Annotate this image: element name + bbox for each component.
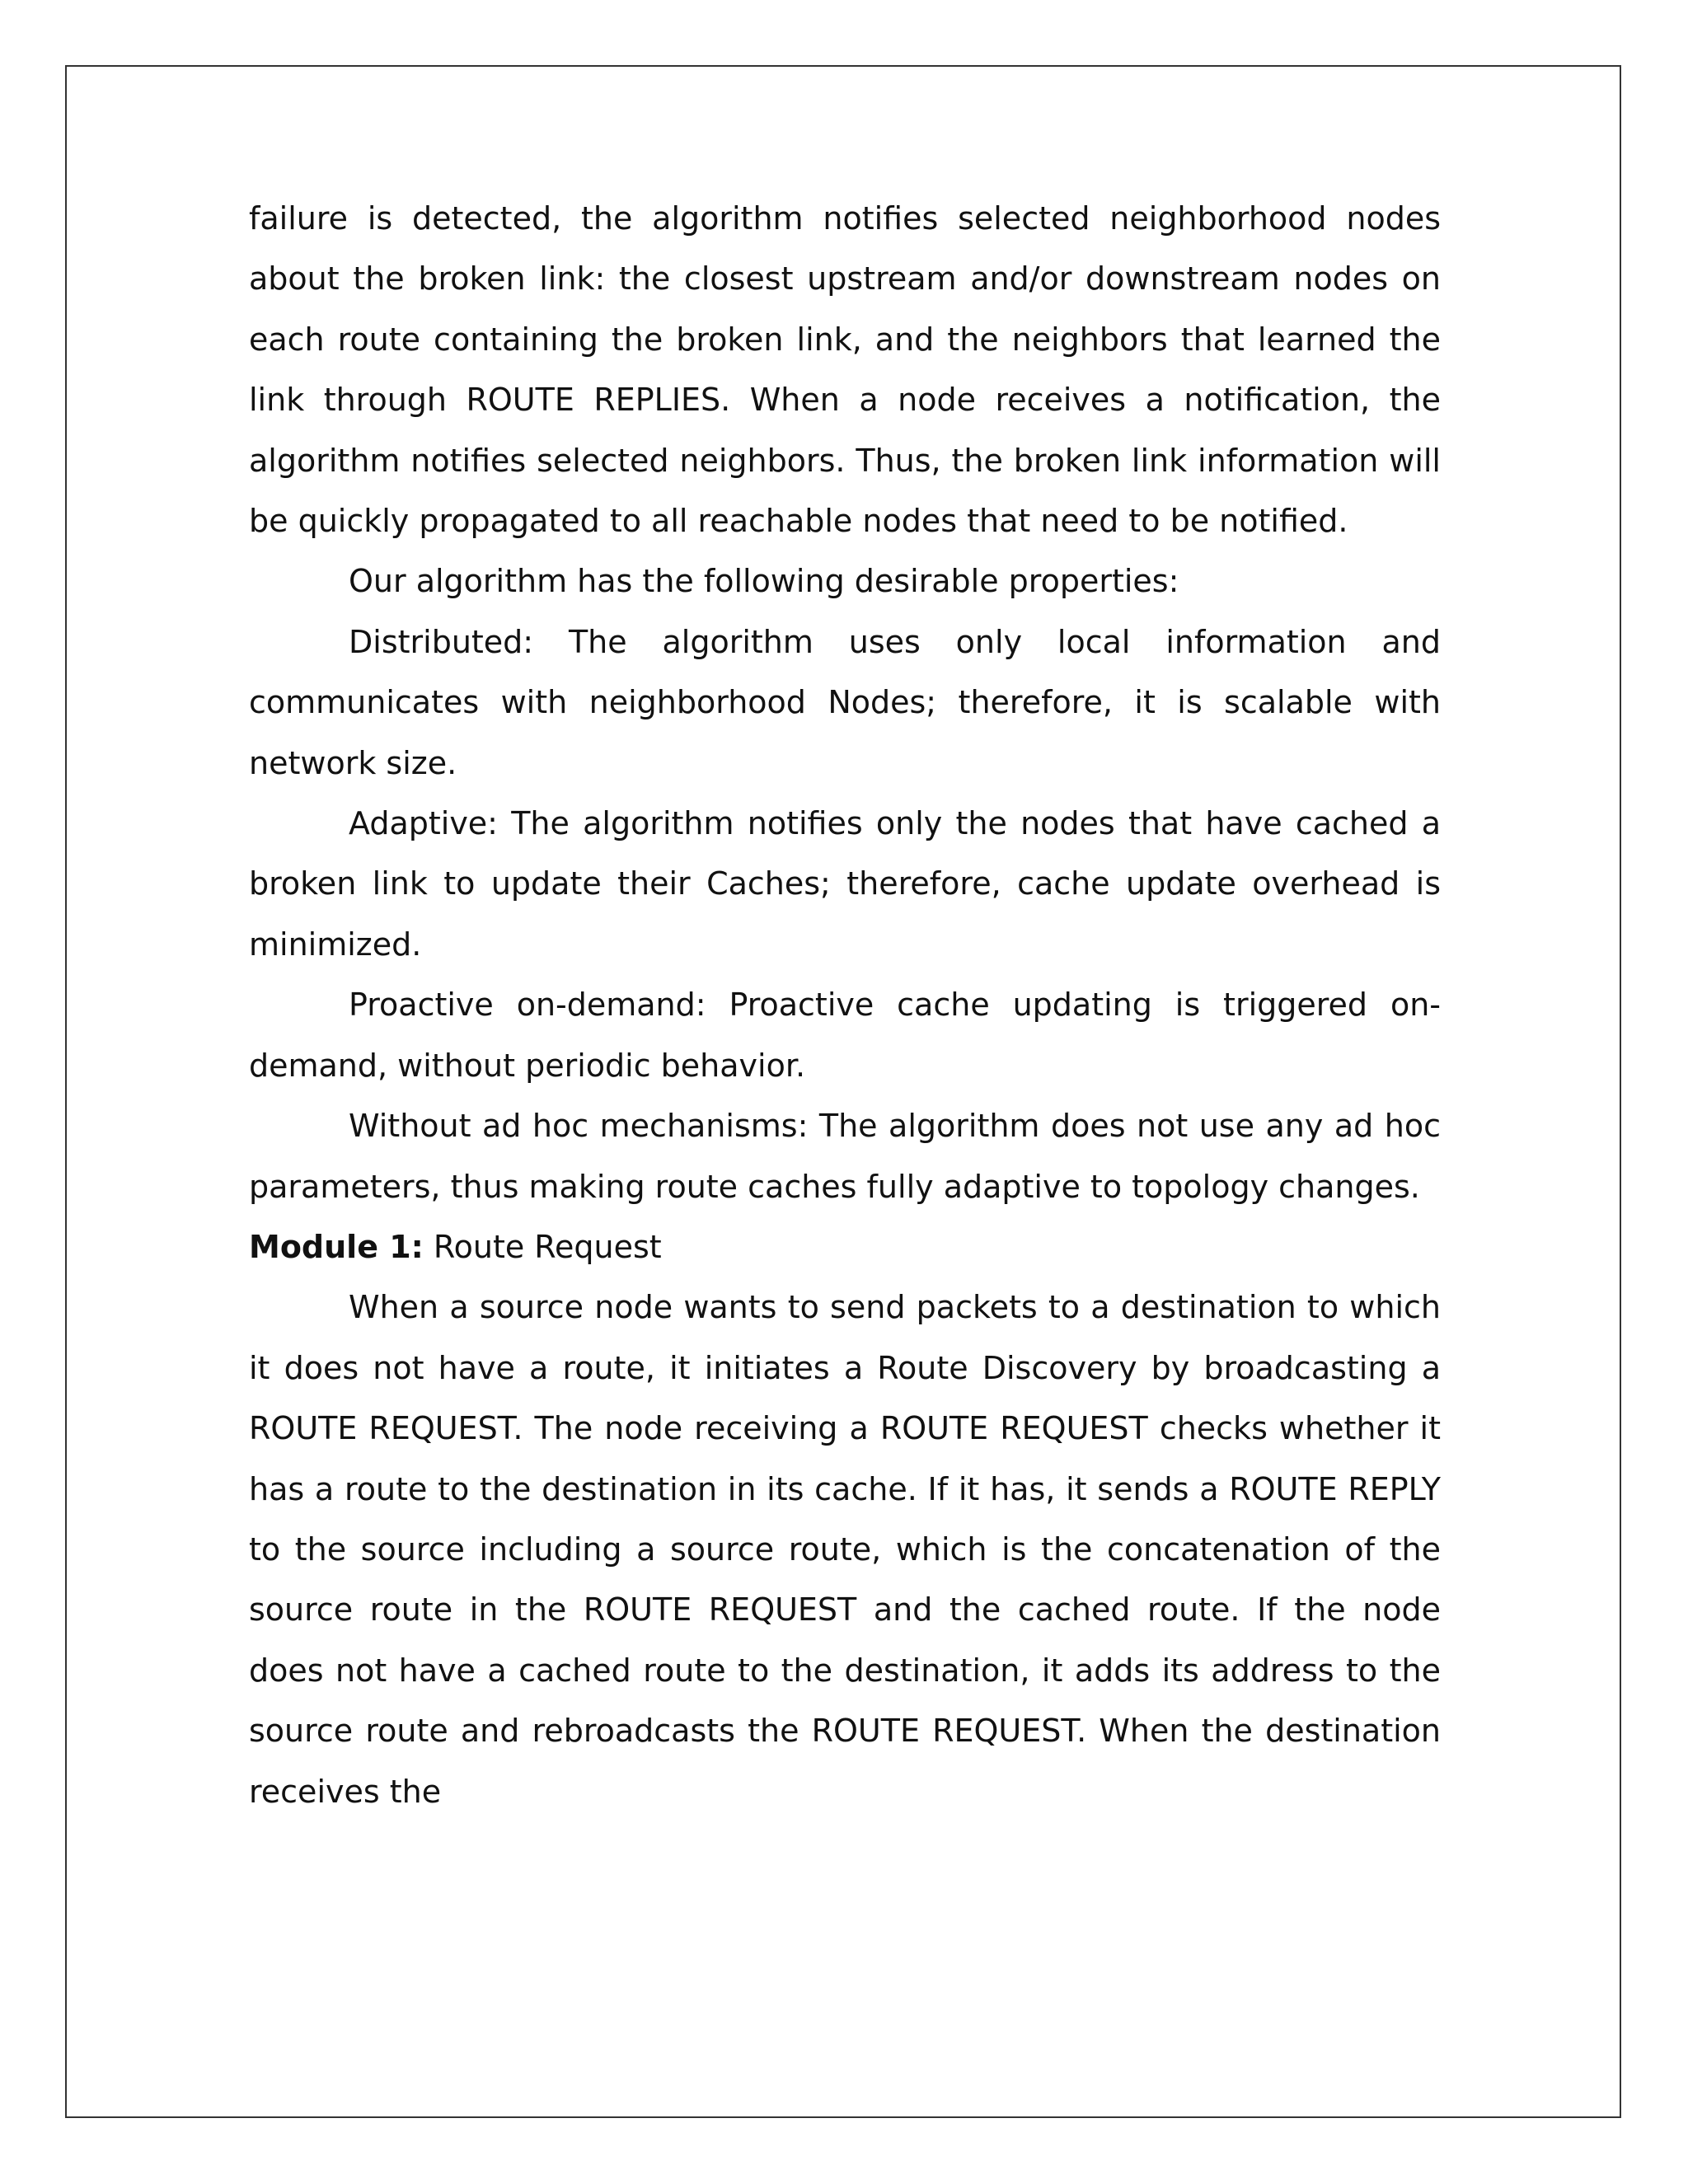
paragraph-adaptive: Adaptive: The algorithm notifies only the nodes that have cached a broken link to update their Caches; therefore, cache update overhead is minimized. xyxy=(249,805,1441,963)
module-heading-label: Module 1: xyxy=(249,1228,424,1265)
paragraph-failure-detection: failure is detected, the algorithm notifies selected neighborhood nodes about the broken link: the closest upstream and/or downstream nodes on each route containing the broken link, and the neighbors that learned the link through ROUTE REPLIES. When a node receives a notification, the algorithm notifies selected neighbors. Thus, the broken link information will be quickly propagated to all reachable nodes that need to be notified. xyxy=(249,200,1441,540)
paragraph-properties-intro: Our algorithm has the following desirable properties: xyxy=(349,563,1179,600)
paragraph-proactive: Proactive on-demand: Proactive cache updating is triggered on-demand, without periodic behavior. xyxy=(249,987,1441,1084)
module-heading xyxy=(249,1217,1441,1277)
paragraph-without-ad-hoc: Without ad hoc mechanisms: The algorithm does not use any ad hoc parameters, thus making route caches fully adaptive to topology changes. xyxy=(249,1108,1441,1205)
paragraph-distributed: Distributed: The algorithm uses only local information and communicates with neighborhood Nodes; therefore, it is scalable with network size. xyxy=(249,623,1441,781)
document-body xyxy=(249,189,1441,1822)
paragraph-route-request: When a source node wants to send packets to a destination to which it does not have a route, it initiates a Route Discovery by broadcasting a ROUTE REQUEST. The node receiving a ROUTE REQUEST checks whether it has a route to the destination in its cache. If it has, it sends a ROUTE REPLY to the source including a source route, which is the concatenation of the source route in the ROUTE REQUEST and the cached route. If the node does not have a cached route to the destination, it adds its address to the source route and rebroadcasts the ROUTE REQUEST. When the destination receives the xyxy=(249,1289,1441,1810)
module-heading-title: Route Request xyxy=(423,1228,662,1265)
